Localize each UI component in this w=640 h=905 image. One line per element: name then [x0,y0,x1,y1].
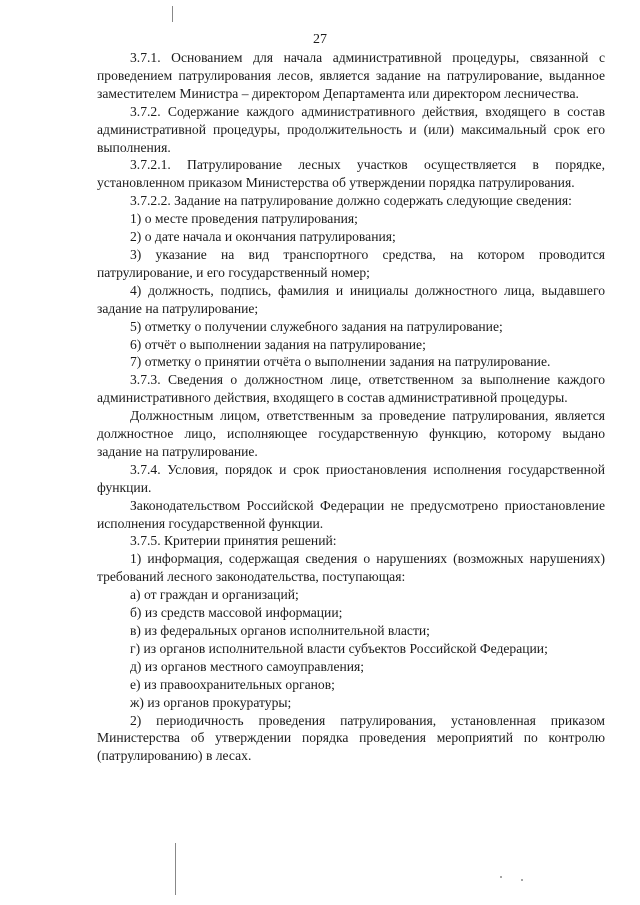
paragraph: 4) должность, подпись, фамилия и инициалы должностного лица, выдавшего задание на патрулирование; [97,282,605,316]
paragraph: 2) о дате начала и окончания патрулирования; [130,229,396,245]
paragraph: 3.7.3. Сведения о должностном лице, ответственном за выполнение каждого административного действия, входящего в состав административной процедуры. [97,372,605,406]
scan-mark-top [172,6,173,22]
paragraph: 3.7.2.2. Задание на патрулирование должно содержать следующие сведения: [130,193,572,209]
paragraph: 3.7.2.1. Патрулирование лесных участков осуществляется в порядке, установленном приказом Министерства об утверждении порядка патрулирования. [97,157,605,191]
paragraph: д) из органов местного самоуправления; [130,658,365,674]
paragraph: б) из средств массовой информации; [130,605,343,621]
paragraph: Законодательством Российской Федерации не предусмотрено приостановление исполнения государственной функции. [97,497,605,531]
paragraph: ж) из органов прокуратуры; [130,694,292,710]
paragraph: а) от граждан и организаций; [130,587,299,603]
paragraph: 1) о месте проведения патрулирования; [130,211,358,227]
document-body [97,49,605,765]
paragraph: е) из правоохранительных органов; [130,676,335,692]
paragraph: 3.7.4. Условия, порядок и срок приостановления исполнения государственной функции. [97,461,605,495]
paragraph: в) из федеральных органов исполнительной власти; [130,623,430,638]
paragraph: 7) отметку о принятии отчёта о выполнении задания на патрулирование. [130,354,551,370]
paragraph: 2) периодичность проведения патрулирования, установленная приказом Министерства об утверждении порядка проведения мероприятий по контролю (патрулированию) в лесах. [97,712,605,764]
paragraph: 3.7.5. Критерии принятия решений: [130,533,337,549]
paragraph: 1) информация, содержащая сведения о нарушениях (возможных нарушениях) требований лесного законодательства, поступающая: [97,551,605,585]
scan-speck [521,879,523,881]
paragraph: 6) отчёт о выполнении задания на патрулирование; [130,336,426,352]
paragraph: 3.7.2. Содержание каждого административного действия, входящего в состав административной процедуры, продолжительность и (или) максимальный срок его выполнения. [97,103,605,155]
page-number: 27 [313,32,327,47]
scan-speck [500,876,502,878]
paragraph: 5) отметку о получении служебного задания на патрулирование; [130,318,503,334]
scan-mark-bottom [175,843,176,895]
paragraph: г) из органов исполнительной власти субъектов Российской Федерации; [130,640,548,656]
paragraph: 3.7.1. Основанием для начала административной процедуры, связанной с проведением патрулирования лесов, является задание на патрулирование, выданное заместителем Министра – директором Департамента или директором лесничества. [97,50,605,101]
paragraph: Должностным лицом, ответственным за проведение патрулирования, является должностное лицо, исполняющее государственную функцию, которому выдано задание на патрулирование. [97,408,605,459]
paragraph: 3) указание на вид транспортного средства, на котором проводится патрулирование, и его государственный номер; [97,246,605,280]
